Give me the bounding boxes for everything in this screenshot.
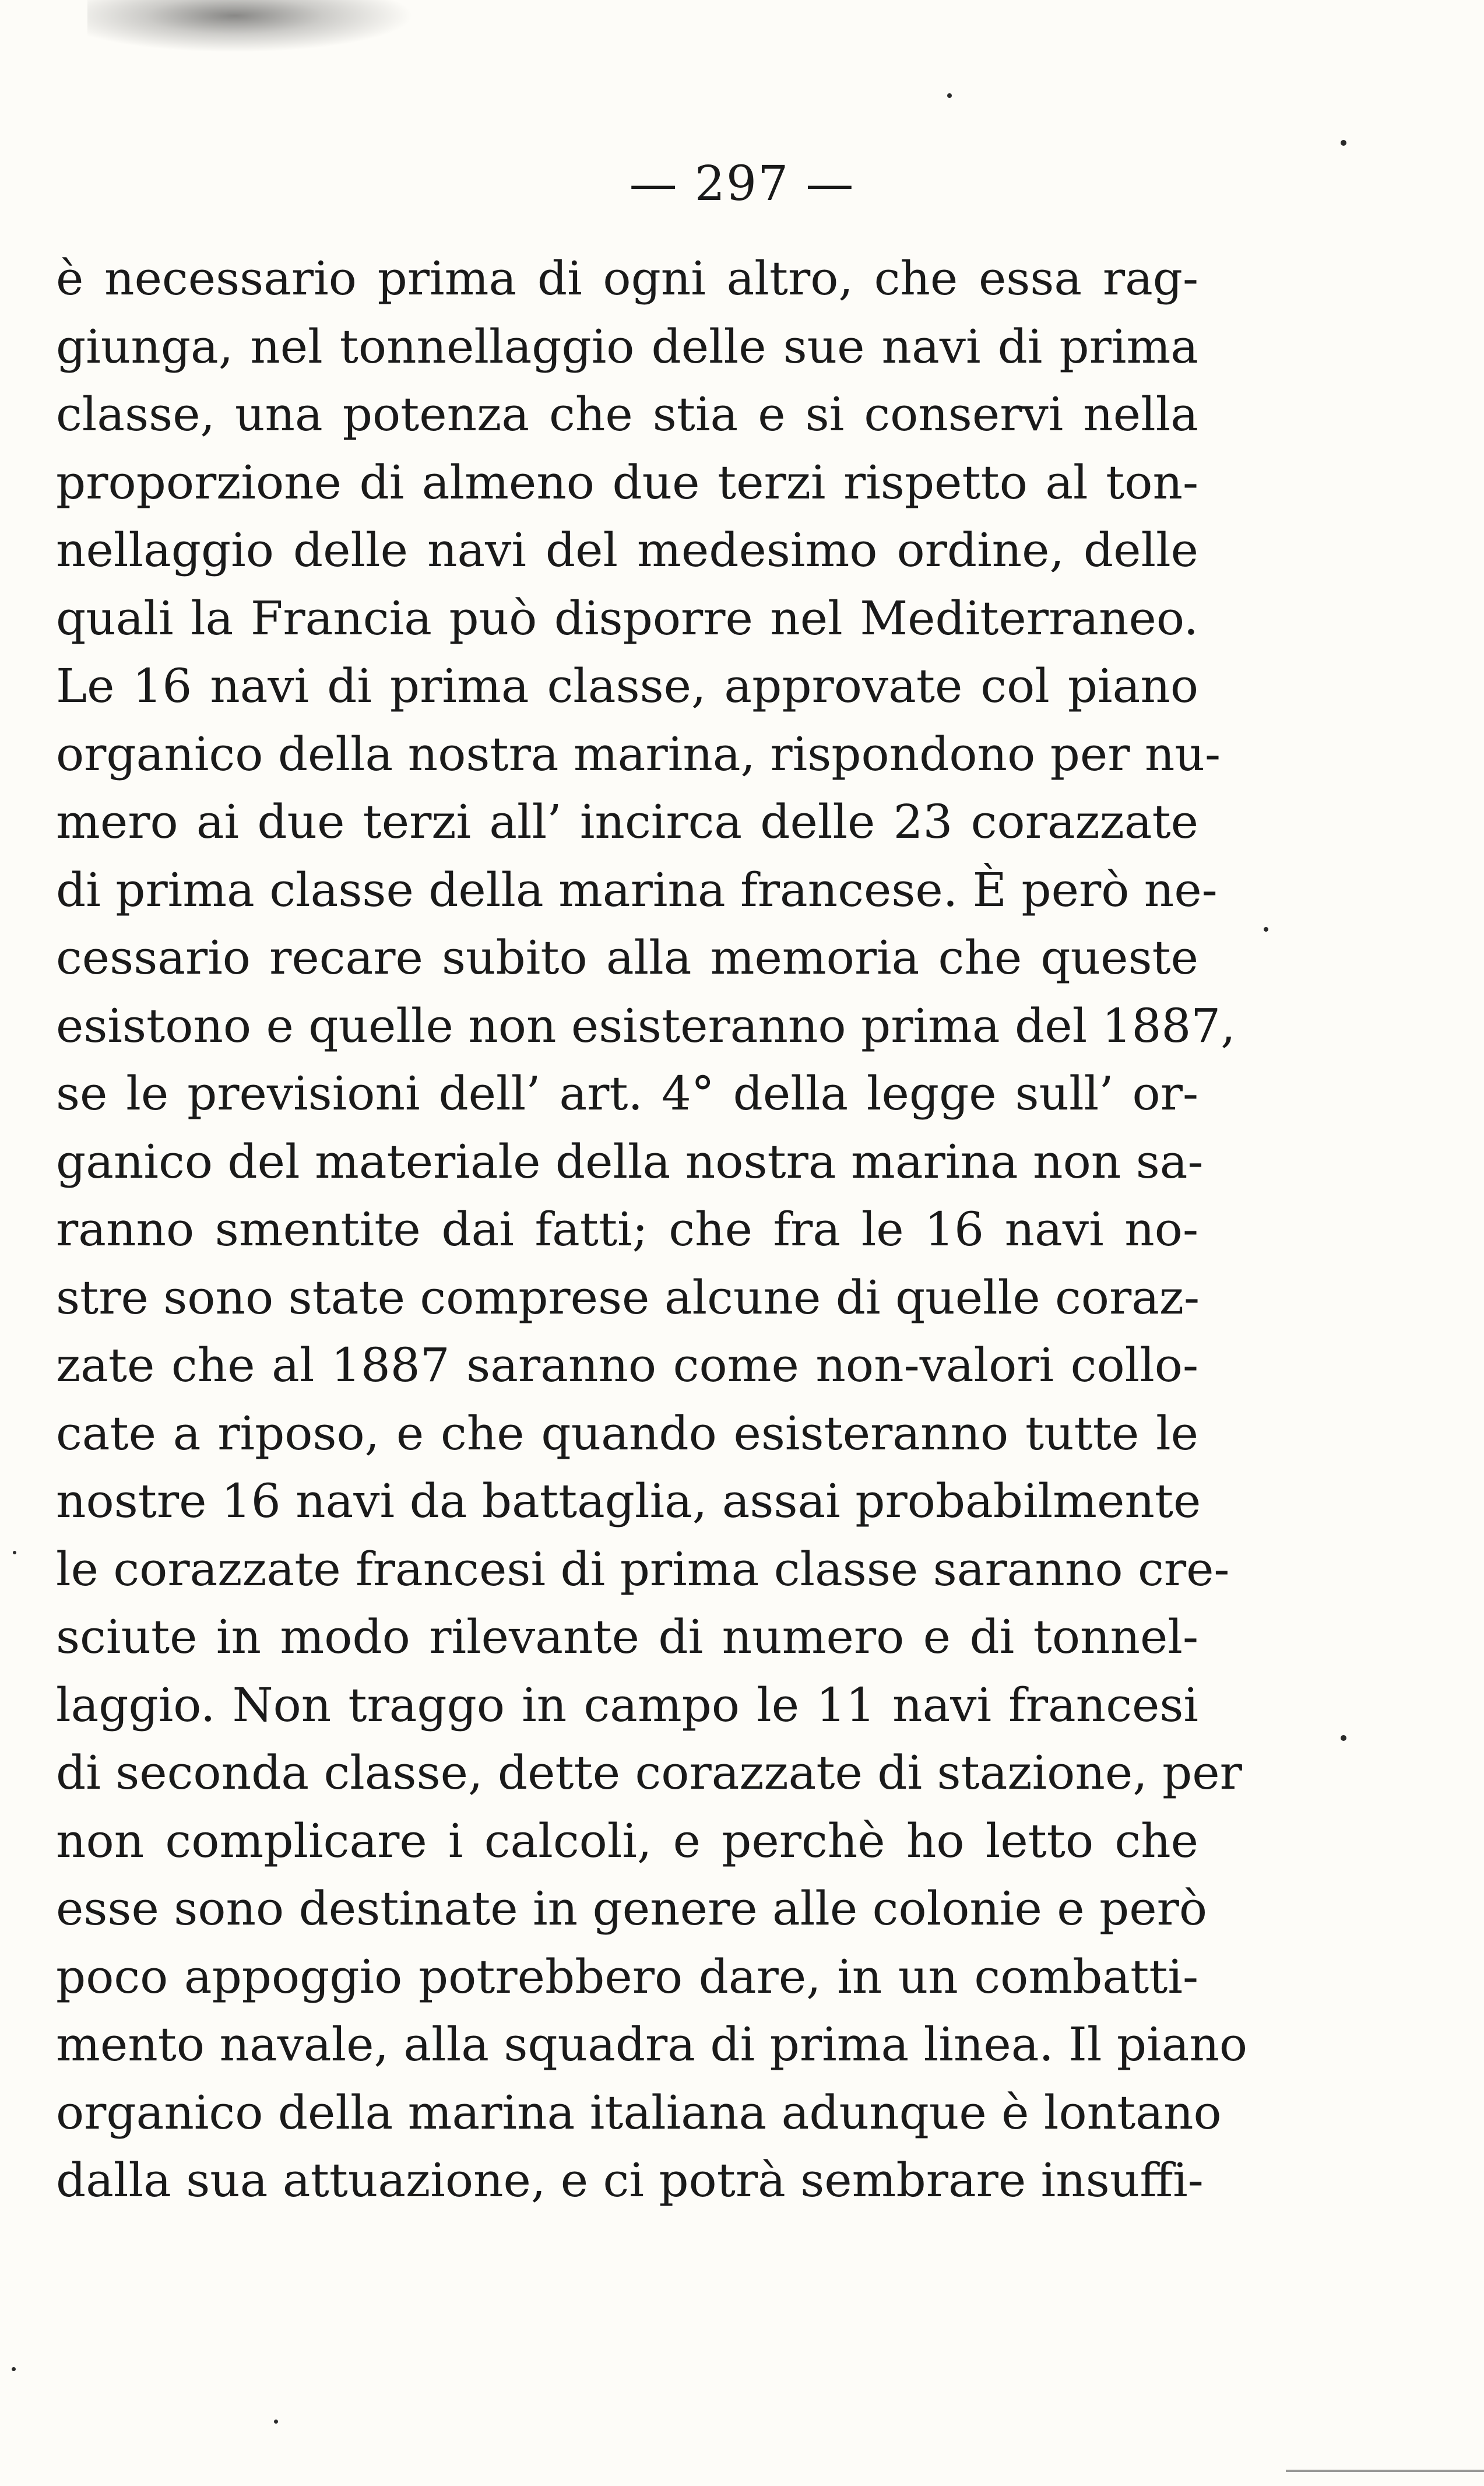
- text-line: classe, una potenza che stia e si conservi nella: [56, 387, 1198, 441]
- text-line: quali la Francia può disporre nel Mediterraneo.: [56, 591, 1198, 645]
- text-line: dalla sua attuazione, e ci potrà sembrare insuffi-: [56, 2153, 1204, 2207]
- text-line: cessario recare subito alla memoria che queste: [56, 931, 1198, 985]
- text-line: esistono e quelle non esisteranno prima del 1887,: [56, 998, 1236, 1053]
- scan-speck: [1341, 1735, 1346, 1741]
- text-line: poco appoggio potrebbero dare, in un combatti-: [56, 1949, 1198, 2004]
- text-line: esse sono destinate in genere alle colonie e però: [56, 1881, 1207, 1936]
- text-line: è necessario prima di ogni altro, che essa rag-: [56, 251, 1198, 306]
- text-line: organico della marina italiana adunque è lontano: [56, 2085, 1222, 2140]
- text-line: ganico del materiale della nostra marina non sa-: [56, 1134, 1204, 1189]
- text-line: non complicare i calcoli, e perchè ho letto che: [56, 1813, 1198, 1868]
- text-line: nellaggio delle navi del medesimo ordine, delle: [56, 523, 1198, 577]
- text-line: stre sono state comprese alcune di quelle coraz-: [56, 1270, 1200, 1325]
- text-line: di seconda classe, dette corazzate di stazione, per: [56, 1746, 1242, 1800]
- text-line: cate a riposo, e che quando esisteranno tutte le: [56, 1406, 1198, 1460]
- text-line: le corazzate francesi di prima classe saranno cre-: [56, 1542, 1230, 1596]
- scan-speck: [1341, 140, 1346, 146]
- text-line: mento navale, alla squadra di prima linea. Il piano: [56, 2017, 1248, 2071]
- text-line: organico della nostra marina, rispondono per nu-: [56, 726, 1221, 781]
- text-line: mero ai due terzi all’ incirca delle 23 corazzate: [56, 795, 1198, 849]
- text-line: di prima classe della marina francese. È però ne-: [56, 862, 1218, 917]
- scan-speck: [13, 1551, 16, 1554]
- text-line: zate che al 1887 saranno come non-valori collo-: [56, 1338, 1198, 1392]
- text-line: se le previsioni dell’ art. 4° della legge sull’ or-: [56, 1066, 1198, 1121]
- text-line: nostre 16 navi da battaglia, assai probabilmente: [56, 1474, 1201, 1528]
- text-line: ranno smentite dai fatti; che fra le 16 navi no-: [56, 1202, 1198, 1256]
- scan-speck: [274, 2420, 278, 2424]
- scan-speck: [1264, 927, 1268, 932]
- body-text: [56, 245, 1248, 2215]
- text-line: Le 16 navi di prima classe, approvate col piano: [56, 659, 1198, 713]
- scan-edge-line: [1286, 2470, 1484, 2472]
- scan-speck: [947, 93, 952, 98]
- text-line: giunga, nel tonnellaggio delle sue navi di prima: [56, 319, 1198, 374]
- text-line: laggio. Non traggo in campo le 11 navi francesi: [56, 1677, 1198, 1732]
- text-line: sciute in modo rilevante di numero e di tonnel-: [56, 1610, 1198, 1664]
- scan-smudge: [87, 0, 414, 52]
- scan-speck: [12, 2367, 16, 2371]
- text-line: proporzione di almeno due terzi rispetto al ton-: [56, 455, 1198, 510]
- page-number: — 297 —: [629, 156, 855, 212]
